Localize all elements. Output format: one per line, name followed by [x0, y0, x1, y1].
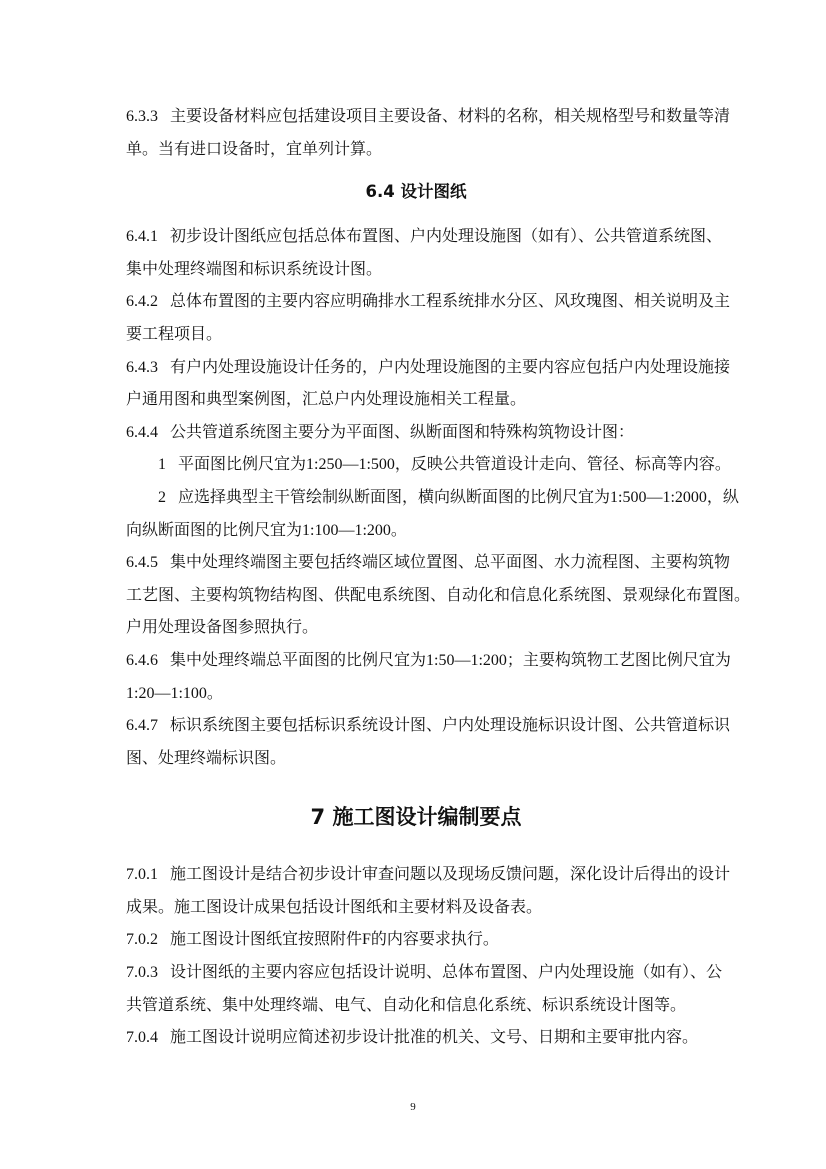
- clause-number: 7.0.2: [126, 931, 158, 949]
- line-text: 施工图设计是结合初步设计审查问题以及现场反馈问题，深化设计后得出的设计: [170, 866, 731, 884]
- text-line: [126, 286, 731, 319]
- line-text: 图、处理终端标识图。: [126, 749, 287, 767]
- clause-paragraph: [126, 547, 751, 645]
- text-line: [126, 990, 706, 1023]
- line-text: 应选择典型主干管绘制纵断面图，横向纵断面图的比例尺宜为1:500—1:2000，纵: [178, 488, 739, 506]
- clause-paragraph: [126, 710, 731, 775]
- line-text: 集中处理终端图和标识系统设计图。: [126, 260, 383, 278]
- text-line: [126, 319, 706, 352]
- text-line: [126, 221, 723, 254]
- line-text: 公共管道系统图主要分为平面图、纵断面图和特殊构筑物设计图：: [170, 423, 635, 441]
- line-text: 施工图设计图纸宜按照附件F的内容要求执行。: [170, 931, 499, 949]
- line-text: 施工图设计说明应简述初步设计批准的机关、文号、日期和主要审批内容。: [170, 1029, 699, 1047]
- clause-number: 6.4.1: [126, 228, 158, 246]
- clause-number: 6.4.6: [126, 651, 158, 669]
- clause-number: 1: [158, 456, 166, 474]
- line-text: 户用处理设备图参照执行。: [126, 619, 319, 637]
- clause-number: 6.4.3: [126, 358, 158, 376]
- line-text: 要工程项目。: [126, 325, 223, 343]
- clause-paragraph: [126, 957, 723, 1022]
- text-line: [126, 101, 731, 134]
- clause-paragraph: [126, 417, 706, 450]
- line-text: 1:20—1:100。: [126, 684, 223, 702]
- clause-number: 6.4.5: [126, 554, 158, 572]
- document-body: [126, 101, 751, 1055]
- text-line: [126, 134, 706, 167]
- clause-paragraph: [126, 645, 731, 710]
- section-heading: 6.4 设计图纸: [365, 182, 467, 202]
- text-line: [126, 449, 731, 482]
- clause-number: 2: [158, 488, 166, 506]
- line-text: 共管道系统、集中处理终端、电气、自动化和信息化系统、标识系统设计图等。: [126, 996, 687, 1014]
- line-text: 向纵断面图的比例尺宜为1:100—1:200。: [126, 521, 407, 539]
- clause-number: 6.4.2: [126, 293, 158, 311]
- line-text: 有户内处理设施设计任务的，户内处理设施图的主要内容应包括户内处理设施接: [170, 358, 731, 376]
- chapter-heading: 7 施工图设计编制要点: [310, 805, 522, 830]
- line-text: 主要设备材料应包括建设项目主要设备、材料的名称，相关规格型号和数量等清: [170, 108, 731, 125]
- text-line: [126, 580, 751, 613]
- clause-paragraph: [126, 924, 706, 957]
- line-text: 集中处理终端总平面图的比例尺宜为1:50—1:200；主要构筑物工艺图比例尺宜为: [170, 651, 731, 669]
- clause-number: 7.0.4: [126, 1029, 158, 1047]
- line-text: 工艺图、主要构筑物结构图、供配电系统图、自动化和信息化系统图、景观绿化布置图。: [126, 586, 751, 604]
- clause-number: 6.4.4: [126, 423, 158, 441]
- list-item: [126, 449, 731, 482]
- text-line: [126, 957, 723, 990]
- line-text: 成果。施工图设计成果包括设计图纸和主要材料及设备表。: [126, 898, 543, 916]
- text-line: [126, 924, 706, 957]
- text-line: [126, 1022, 706, 1055]
- page-number: 9: [410, 1101, 416, 1113]
- line-text: 平面图比例尺宜为1:250—1:500，反映公共管道设计走向、管径、标高等内容。: [178, 456, 731, 474]
- text-line: [126, 384, 706, 417]
- text-line: [126, 417, 706, 450]
- clause-paragraph: [126, 286, 731, 351]
- clause-paragraph: [126, 1022, 706, 1055]
- clause-number: 7.0.3: [126, 964, 158, 982]
- clause-paragraph: [126, 101, 731, 166]
- line-text: 集中处理终端图主要包括终端区域位置图、总平面图、水力流程图、主要构筑物: [170, 554, 731, 572]
- text-line: [126, 254, 706, 287]
- text-line: [126, 645, 731, 678]
- text-line: [126, 612, 706, 645]
- text-line: [126, 859, 731, 892]
- line-text: 设计图纸的主要内容应包括设计说明、总体布置图、户内处理设施（如有）、公: [170, 964, 723, 982]
- text-line: [126, 547, 731, 580]
- clause-number: 6.3.3: [126, 108, 158, 125]
- line-text: 标识系统图主要包括标识系统设计图、户内处理设施标识设计图、公共管道标识: [170, 717, 731, 735]
- text-line: [126, 710, 731, 743]
- text-line: [126, 743, 706, 776]
- text-line: [126, 515, 706, 548]
- line-text: 初步设计图纸应包括总体布置图、户内处理设施图（如有）、公共管道系统图、: [170, 228, 723, 246]
- clause-paragraph: [126, 221, 723, 286]
- clause-paragraph: [126, 352, 731, 417]
- clause-number: 6.4.7: [126, 717, 158, 735]
- text-line: [126, 678, 706, 711]
- line-text: 户通用图和典型案例图，汇总户内处理设施相关工程量。: [126, 391, 527, 409]
- list-item: [126, 482, 739, 547]
- text-line: [126, 482, 739, 515]
- text-line: [126, 892, 706, 925]
- line-text: 总体布置图的主要内容应明确排水工程系统排水分区、风玫瑰图、相关说明及主: [170, 293, 731, 311]
- clause-paragraph: [126, 859, 731, 924]
- line-text: 单。当有进口设备时，宜单列计算。: [126, 140, 383, 158]
- clause-number: 7.0.1: [126, 866, 158, 884]
- text-line: [126, 352, 731, 385]
